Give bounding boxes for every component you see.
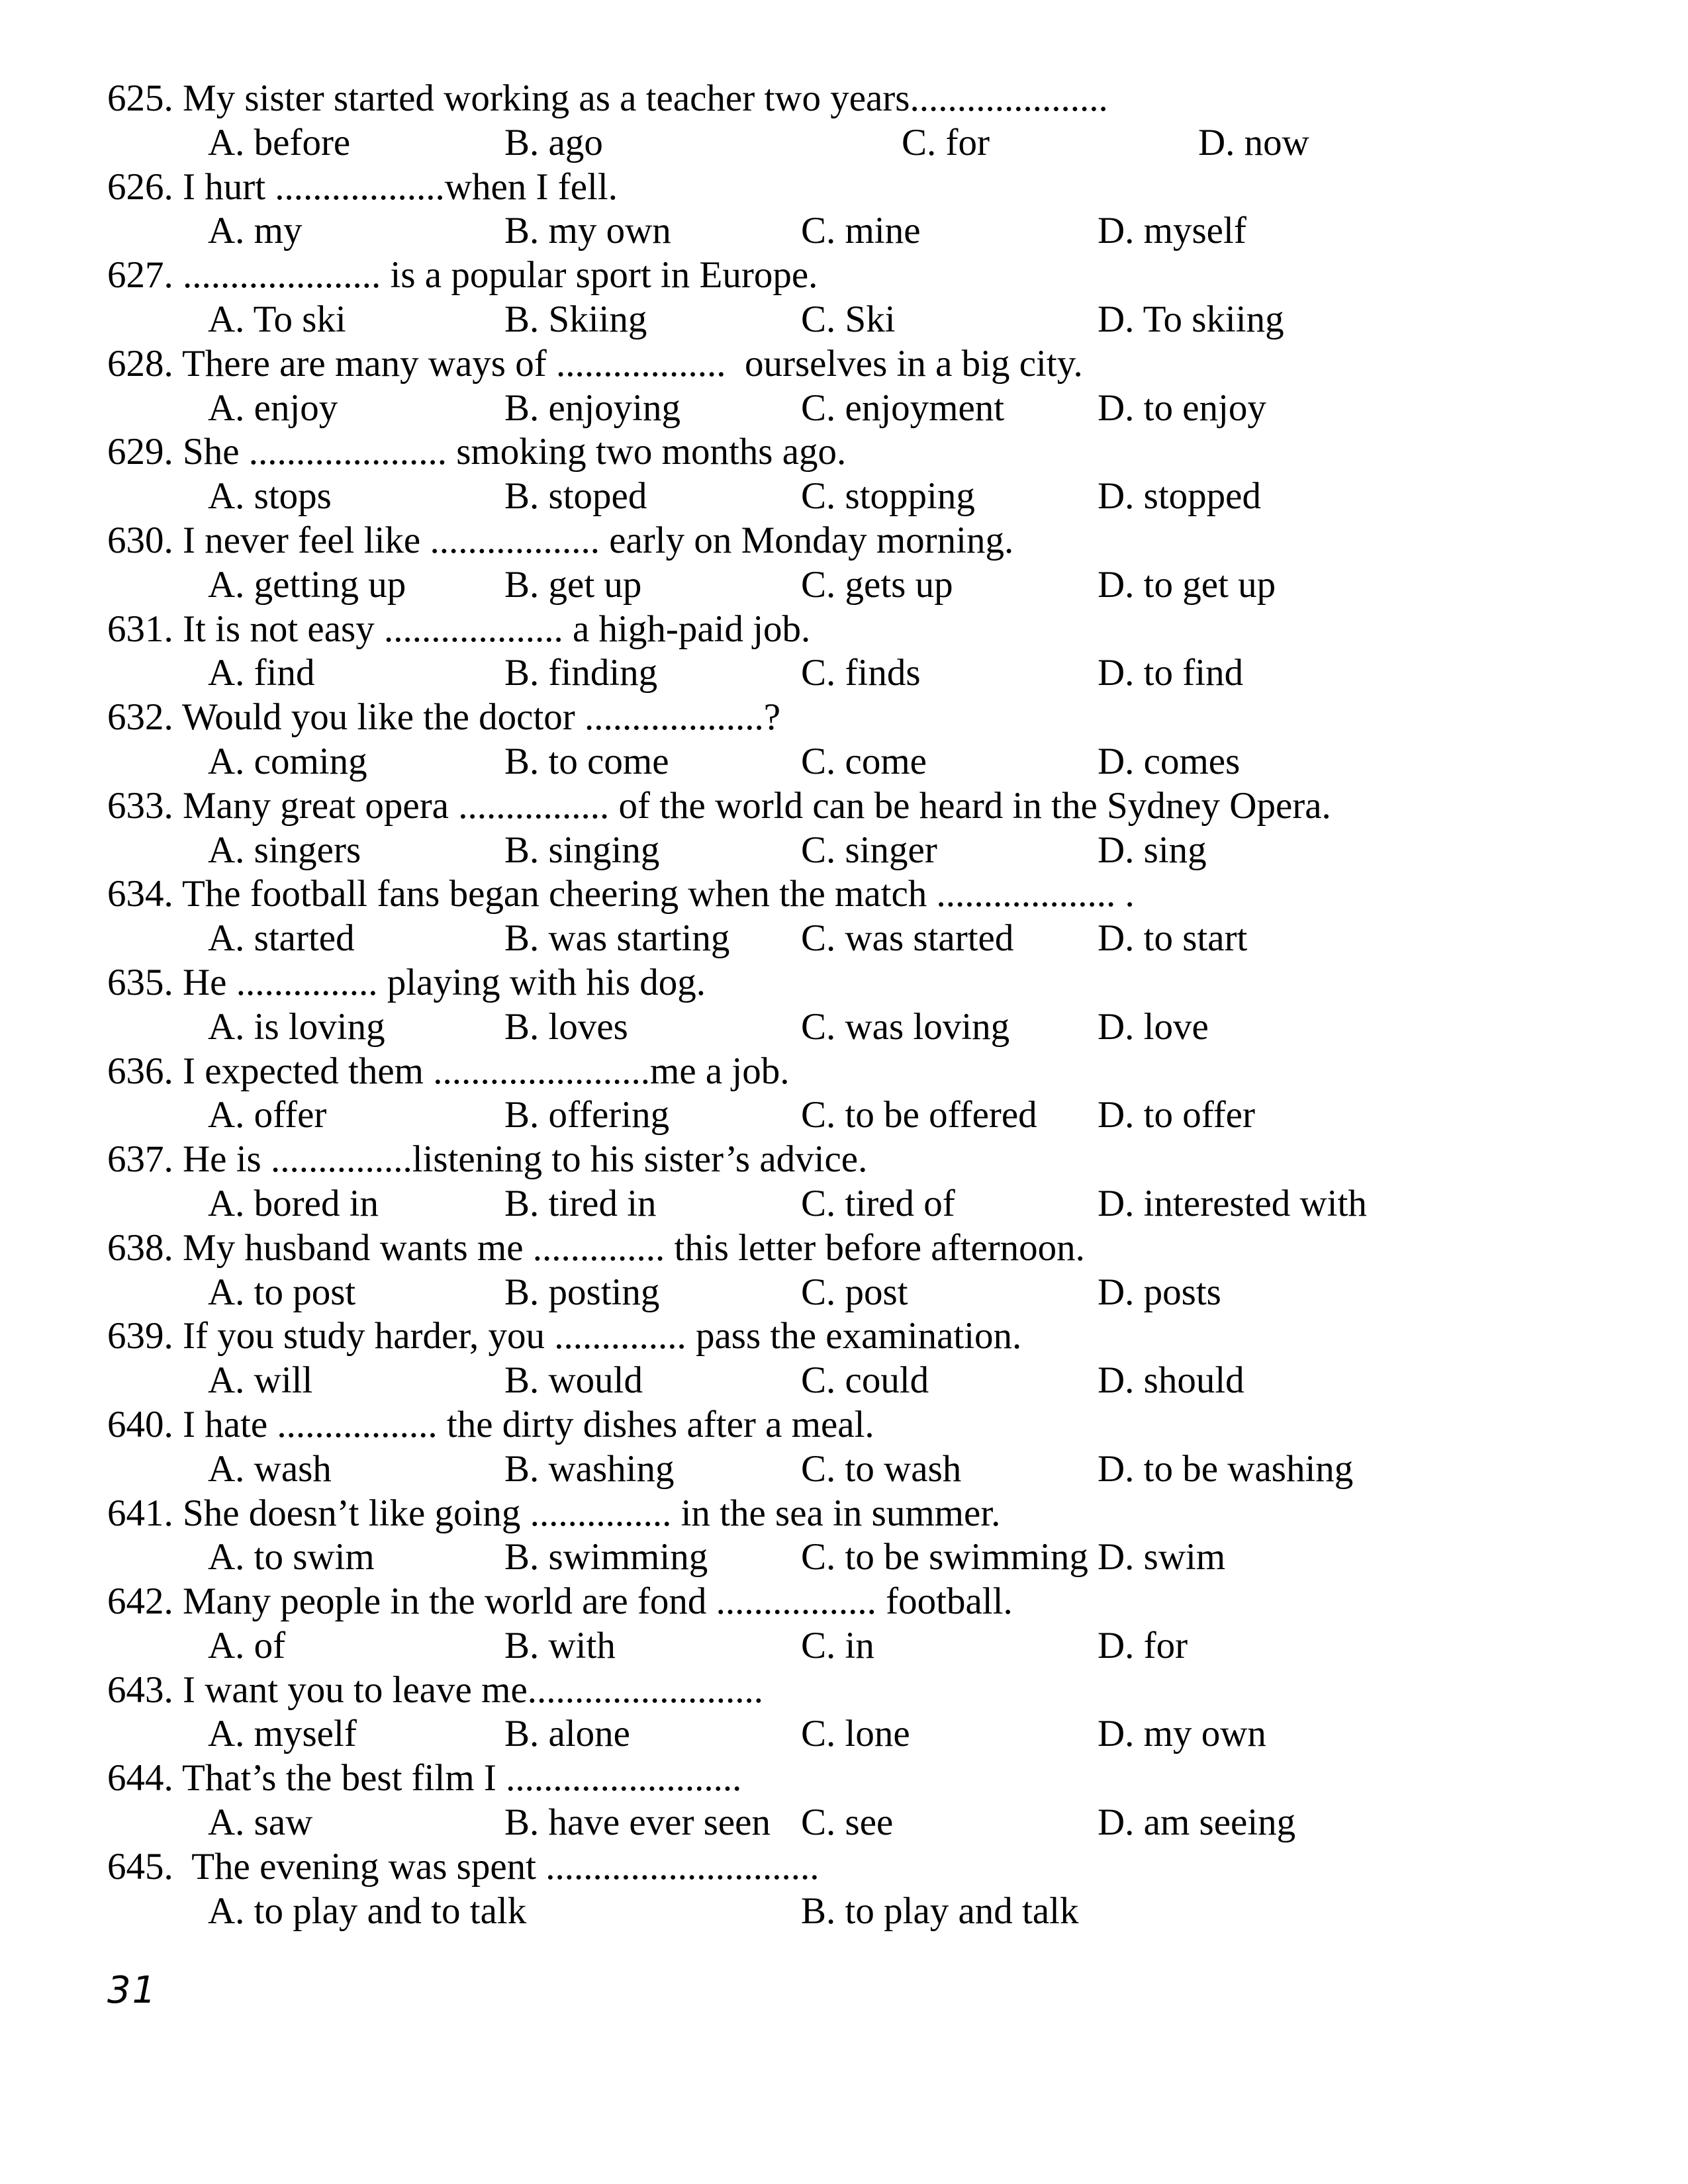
answer-options [107, 387, 1597, 431]
answer-options [107, 563, 1597, 608]
question-text: My sister started working as a teacher two years..................... [183, 77, 1108, 119]
question-stem [107, 519, 1597, 563]
answer-option-d[interactable]: D. To skiing [1098, 298, 1284, 340]
answer-option-c[interactable]: C. stopping [801, 475, 975, 518]
question-number: 627. [107, 254, 173, 296]
question-item [107, 1226, 1597, 1315]
answer-options [107, 1005, 1597, 1050]
answer-option-d[interactable]: D. should [1098, 1359, 1244, 1402]
answer-option-b[interactable]: B. offering [504, 1094, 670, 1136]
answer-option-a[interactable]: A. enjoy [208, 387, 338, 429]
question-stem [107, 696, 1597, 740]
question-item [107, 253, 1597, 342]
answer-option-c[interactable]: C. was started [801, 917, 1014, 960]
answer-option-a[interactable]: A. offer [208, 1094, 327, 1136]
answer-option-d[interactable]: D. interested with [1098, 1182, 1367, 1224]
answer-option-a[interactable]: A. of [208, 1624, 286, 1666]
answer-options [107, 651, 1597, 696]
question-stem [107, 1403, 1597, 1447]
question-stem [107, 430, 1597, 475]
answer-option-c[interactable]: C. lone [801, 1713, 910, 1755]
question-number: 626. [107, 165, 173, 208]
question-text: Would you like the doctor ...................? [181, 696, 781, 739]
answer-option-d[interactable]: D. am seeing [1098, 1801, 1296, 1844]
answer-option-b[interactable]: B. with [504, 1624, 616, 1666]
question-text: I hurt ..................when I fell. [183, 165, 618, 208]
question-text: ..................... is a popular sport in Europe. [183, 254, 818, 296]
answer-option-c[interactable]: C. in [801, 1624, 874, 1666]
question-item [107, 872, 1597, 961]
answer-option-b[interactable]: B. get up [504, 563, 642, 606]
question-text: He is ...............listening to his sister’s advice. [183, 1138, 868, 1181]
answer-option-a[interactable]: A. stops [208, 475, 332, 518]
answer-option-c[interactable]: C. to be swimming [801, 1536, 1088, 1578]
question-item [107, 784, 1597, 873]
question-text: She ..................... smoking two months ago. [183, 431, 847, 473]
question-stem [107, 253, 1597, 298]
answer-options [107, 1801, 1597, 1845]
answer-option-b[interactable]: B. Skiing [504, 298, 647, 340]
question-text: She doesn’t like going ............... in the sea in summer. [183, 1492, 1001, 1534]
question-number: 636. [107, 1050, 173, 1092]
answer-option-d[interactable]: D. swim [1098, 1536, 1226, 1578]
question-stem [107, 77, 1597, 121]
answer-option-c[interactable]: C. to be offered [801, 1094, 1037, 1136]
question-text: That’s the best film I ......................... [181, 1757, 742, 1799]
answer-options [107, 1093, 1597, 1138]
answer-options [107, 1447, 1597, 1492]
question-stem [107, 1138, 1597, 1182]
answer-option-a[interactable]: A. wash [208, 1447, 332, 1490]
question-sheet [107, 77, 1597, 1933]
question-item [107, 1050, 1597, 1138]
answer-option-a[interactable]: A. my [208, 210, 303, 252]
question-stem [107, 1226, 1597, 1271]
answer-option-a[interactable]: A. to post [208, 1271, 356, 1313]
answer-options [107, 1535, 1597, 1580]
question-number: 643. [107, 1668, 173, 1711]
question-text: There are many ways of .................. ourselves in a big city. [181, 342, 1083, 385]
answer-option-d[interactable]: D. to enjoy [1098, 387, 1266, 429]
answer-option-d[interactable]: D. now [1198, 121, 1309, 163]
question-stem [107, 1756, 1597, 1801]
answer-option-b[interactable]: B. to come [504, 740, 669, 782]
answer-options [107, 1271, 1597, 1315]
answer-options [107, 121, 1597, 165]
answer-option-d[interactable]: D. for [1098, 1624, 1188, 1666]
answer-option-c[interactable]: C. Ski [801, 298, 896, 340]
answer-option-c[interactable]: C. tired of [801, 1182, 955, 1224]
answer-option-a[interactable]: A. find [208, 652, 315, 694]
answer-option-a[interactable]: A. started [208, 917, 355, 960]
question-item [107, 1756, 1597, 1845]
question-stem [107, 342, 1597, 387]
answer-option-b[interactable]: B. ago [504, 121, 603, 163]
answer-option-c[interactable]: C. was loving [801, 1005, 1010, 1048]
question-text: I expected them .......................me a job. [183, 1050, 790, 1092]
question-text: I want you to leave me......................... [183, 1668, 763, 1711]
question-number: 634. [107, 873, 173, 915]
question-stem [107, 1580, 1597, 1624]
answer-option-a[interactable]: A. saw [208, 1801, 313, 1844]
answer-option-c[interactable]: C. see [801, 1801, 894, 1844]
answer-option-c[interactable]: C. singer [801, 829, 937, 871]
answer-option-a[interactable]: A. to swim [208, 1536, 375, 1578]
question-item [107, 165, 1597, 254]
question-number: 629. [107, 431, 173, 473]
answer-option-b[interactable]: B. would [504, 1359, 643, 1402]
answer-option-d[interactable]: D. to start [1098, 917, 1248, 960]
answer-option-c[interactable]: C. finds [801, 652, 921, 694]
answer-option-d[interactable]: D. myself [1098, 210, 1246, 252]
answer-option-b[interactable]: B. tired in [504, 1182, 657, 1224]
question-number: 645. [107, 1845, 173, 1888]
answer-options [107, 1359, 1597, 1403]
answer-option-a[interactable]: A. getting up [208, 563, 406, 606]
question-item [107, 1492, 1597, 1580]
question-text: He ............... playing with his dog. [183, 961, 706, 1003]
answer-options [107, 209, 1597, 253]
answer-option-c[interactable]: C. gets up [801, 563, 953, 606]
answer-option-c[interactable]: C. post [801, 1271, 908, 1313]
answer-option-c[interactable]: C. mine [801, 210, 921, 252]
answer-options [107, 1182, 1597, 1226]
answer-options [107, 1889, 1597, 1934]
question-number: 639. [107, 1315, 173, 1357]
answer-option-d[interactable]: D. to get up [1098, 563, 1276, 606]
answer-option-d[interactable]: D. to be washing [1098, 1447, 1354, 1490]
answer-option-b[interactable]: B. posting [504, 1271, 660, 1313]
answer-option-d[interactable]: D. to offer [1098, 1094, 1255, 1136]
answer-options [107, 475, 1597, 519]
question-item [107, 1314, 1597, 1403]
question-text: My husband wants me .............. this letter before afternoon. [183, 1226, 1085, 1269]
question-stem [107, 1050, 1597, 1094]
question-number: 628. [107, 342, 173, 385]
answer-option-b[interactable]: B. swimming [504, 1536, 708, 1578]
question-number: 633. [107, 784, 173, 827]
question-number: 635. [107, 961, 173, 1003]
answer-option-a[interactable]: A. before [208, 121, 351, 163]
question-item [107, 961, 1597, 1050]
answer-options [107, 1712, 1597, 1756]
question-stem [107, 784, 1597, 829]
question-text: The evening was spent ............................. [183, 1845, 820, 1888]
answer-option-c[interactable]: C. enjoyment [801, 387, 1005, 429]
question-item [107, 1668, 1597, 1757]
question-stem [107, 165, 1597, 210]
question-number: 625. [107, 77, 173, 119]
question-stem [107, 1314, 1597, 1359]
page-number: 31 [107, 1969, 158, 2012]
answer-option-a[interactable]: A. myself [208, 1713, 357, 1755]
question-text: I hate ................. the dirty dishes after a meal. [183, 1403, 874, 1445]
question-stem [107, 608, 1597, 652]
question-number: 644. [107, 1757, 173, 1799]
answer-option-b[interactable]: B. stoped [504, 475, 647, 518]
answer-option-a[interactable]: A. bored in [208, 1182, 379, 1224]
answer-option-a[interactable]: A. will [208, 1359, 313, 1402]
answer-option-d[interactable]: D. my own [1098, 1713, 1266, 1755]
question-item [107, 342, 1597, 431]
question-stem [107, 1845, 1597, 1889]
answer-option-b[interactable]: B. have ever seen [504, 1801, 771, 1844]
question-stem [107, 1492, 1597, 1536]
question-item [107, 1138, 1597, 1226]
question-number: 642. [107, 1580, 173, 1623]
question-number: 638. [107, 1226, 173, 1269]
answer-option-a[interactable]: A. To ski [208, 298, 346, 340]
question-item [107, 696, 1597, 784]
answer-option-c[interactable]: C. to wash [801, 1447, 962, 1490]
answer-option-d[interactable]: D. comes [1098, 740, 1241, 782]
question-text: The football fans began cheering when the match ................... . [181, 873, 1135, 915]
answer-option-b[interactable]: B. enjoying [504, 387, 680, 429]
answer-option-b[interactable]: B. singing [504, 829, 660, 871]
answer-option-d[interactable]: D. to find [1098, 652, 1244, 694]
question-stem [107, 961, 1597, 1005]
answer-option-b[interactable]: B. alone [504, 1713, 630, 1755]
question-item [107, 608, 1597, 696]
answer-option-a[interactable]: A. is loving [208, 1005, 385, 1048]
answer-option-a[interactable]: A. to play and to talk [208, 1889, 527, 1932]
answer-option-a[interactable]: A. singers [208, 829, 361, 871]
question-number: 631. [107, 608, 173, 650]
question-stem [107, 872, 1597, 917]
answer-option-c[interactable]: C. come [801, 740, 927, 782]
question-text: Many great opera ................ of the world can be heard in the Sydney Opera. [183, 784, 1331, 827]
question-number: 632. [107, 696, 173, 739]
question-number: 641. [107, 1492, 173, 1534]
question-text: If you study harder, you .............. pass the examination. [183, 1315, 1022, 1357]
answer-option-c[interactable]: C. could [801, 1359, 929, 1402]
answer-option-d[interactable]: D. love [1098, 1005, 1209, 1048]
question-text: Many people in the world are fond ................. football. [183, 1580, 1013, 1623]
answer-option-b[interactable]: B. my own [504, 210, 671, 252]
question-item [107, 519, 1597, 608]
question-item [107, 430, 1597, 519]
answer-option-b[interactable]: B. was starting [504, 917, 730, 960]
answer-options [107, 917, 1597, 961]
answer-option-d[interactable]: D. posts [1098, 1271, 1221, 1313]
question-item [107, 1403, 1597, 1492]
question-number: 630. [107, 519, 173, 561]
answer-option-d[interactable]: D. sing [1098, 829, 1207, 871]
question-number: 637. [107, 1138, 173, 1181]
answer-option-c[interactable]: C. for [902, 121, 990, 163]
answer-option-b[interactable]: B. to play and talk [801, 1889, 1079, 1932]
question-item [107, 77, 1597, 165]
answer-option-a[interactable]: A. coming [208, 740, 367, 782]
answer-options [107, 298, 1597, 342]
answer-option-b[interactable]: B. finding [504, 652, 658, 694]
question-stem [107, 1668, 1597, 1713]
question-text: It is not easy ................... a high-paid job. [183, 608, 811, 650]
question-number: 640. [107, 1403, 173, 1445]
answer-options [107, 740, 1597, 784]
answer-options [107, 829, 1597, 873]
question-item [107, 1580, 1597, 1668]
answer-options [107, 1624, 1597, 1668]
question-item [107, 1845, 1597, 1934]
question-text: I never feel like .................. early on Monday morning. [183, 519, 1014, 561]
answer-option-b[interactable]: B. loves [504, 1005, 628, 1048]
answer-option-b[interactable]: B. washing [504, 1447, 675, 1490]
answer-option-d[interactable]: D. stopped [1098, 475, 1261, 518]
